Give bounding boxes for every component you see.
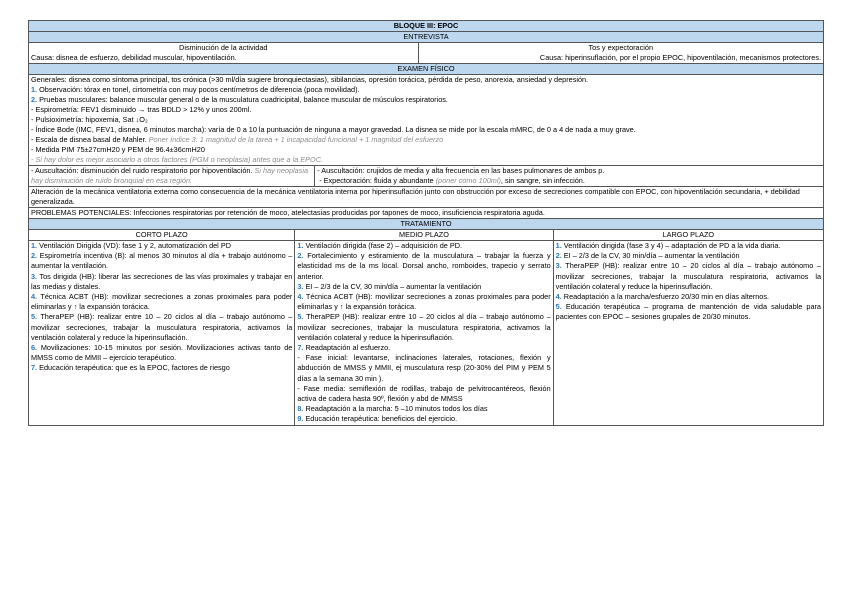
examen-gray-note: - Si hay dolor es mejor asociarlo a otros factores (PGM o neoplasia) antes que a la EPOC. [31,155,324,164]
medio-item [297,282,550,292]
item-text: Ventilación dirigida (fase 2) – adquisición de PD. [305,241,463,250]
item-number: 3. [297,281,304,291]
item-number: 5. [297,312,304,322]
examen-line: - Medida PIM 75±27cmH20 y PEM de 96.4±36cmH20 [31,145,205,154]
examen-generales: Generales: disnea como síntoma principal, tos crónica (>30 ml/día sugiere bronquiectasias), sibilancias, opresión torácica, pérdida de peso, anorexia, ansiedad y depresión. [31,75,589,84]
item-text: Movilizaciones: 10-15 minutos por sesión. Movilizaciones activas tanto de MMSS como de MMII – ejercicio terapéutico. [31,343,293,363]
item-number: 2. [31,95,38,104]
ausc-right-line2 [317,176,821,186]
examen-item [31,95,821,105]
entrevista-left-title: Disminución de la actividad [179,43,268,52]
examen-line: - Índice Bode (IMC, FEV1, disnea, 6 minutos marcha): varía de 0 a 10 la puntuación de ninguna a mayor gravedad. La disnea se mide por la escala mMRC, de 0 a 4 de nada a muy grave. [31,125,636,134]
expectoracion-text: - Expectoración: fluida y abundante [319,176,436,185]
item-number: 8. [297,404,304,414]
ausc-left-note: Si hay neoplasia hay disminución de ruido bronquial en esa región. [31,166,309,185]
block-title: BLOQUE III: EPOC [29,21,824,32]
item-text: Educación terapéutica: que es la EPOC, factores de riesgo [39,363,230,373]
item-text: Fortalecimiento y estiramiento de la musculatura – trabajar la fuerza y elasticidad ms de la ms local. Dorsal ancho, romboides, trapecio y serrato anterior. [297,251,551,281]
alteracion-cell: Alteración de la mecánica ventilatoria externa como consecuencia de la mecánica ventilatoria interna por hiperinsuflación junto con obstrucción por exceso de secreciones compatible con EPOC, con hipoventilación secundaria, + debilidad generalizada. [29,187,824,208]
medio-item [297,353,550,384]
item-number: 2. [31,251,38,261]
examen-body [29,75,824,166]
largo-item [556,261,821,292]
entrevista-left-text: Causa: disnea de esfuerzo, debilidad muscular, hipoventilación. [31,53,237,62]
auscultacion-left [29,166,315,187]
tratamiento-header: TRATAMIENTO [29,219,824,230]
medio-item [297,404,550,414]
item-number: 9. [297,414,304,424]
document-sheet [28,20,824,426]
ausc-right-line1: - Auscultación: crujidos de media y alta frecuencia en las bases pulmonares de ambos p. [317,166,605,175]
corto-item [31,292,292,312]
item-number: 3. [555,261,562,271]
medio-item [297,414,550,424]
item-number: 3. [31,271,38,281]
item-text: Readaptación a la marcha/esfuerzo 20/30 min en días alternos. [563,292,770,302]
item-text: Ventilación dirigida (fase 3 y 4) – adaptación de PD a la vida diaria. [563,241,781,250]
corto-item [31,343,292,363]
entrevista-header: ENTREVISTA [29,32,824,43]
item-number: 4. [31,292,38,302]
item-number: 7. [297,343,304,353]
examen-header: EXAMEN FÍSICO [29,64,824,75]
largo-item [556,251,821,261]
largo-item [556,292,821,302]
item-number: 5. [555,302,562,312]
medio-item [297,241,550,251]
medio-title: MEDIO PLAZO [295,230,553,241]
item-text: TheraPEP (HB): realizar entre 10 – 20 ciclos al día – trabajo autónomo – movilizar secreciones, trabajar la musculatura respiratoria, activamos la ventilación colateral y reduce la hiperinsuflación. [555,261,821,291]
entrevista-left-cell [29,43,419,64]
item-number: 7. [31,363,38,373]
expectoracion-end: , sin sangre, sin infección. [500,176,585,185]
item-number: 1. [31,85,38,94]
item-text: Tos dirigida (HB): liberar las secreciones de las vías proximales y trabajar en las medias y distales. [31,271,293,291]
item-number: 1. [31,241,38,250]
medio-item [297,251,550,282]
item-text: EI – 2/3 de la CV, 30 min/día – aumentar la ventilación [305,281,482,291]
corto-item [31,272,292,292]
examen-mahler [31,135,821,145]
problemas-cell: PROBLEMAS POTENCIALES: Infecciones respiratorias por retención de moco, atelectasias producidas por tapones de moco, insuficiencia respiratoria aguda. [29,208,824,219]
corto-item [31,251,292,271]
medio-item [297,292,550,312]
item-text: TheraPEP (HB): realizar entre 10 – 20 ciclos al día – trabajo autónomo – movilizar secreciones, trabajar la musculatura respiratoria, activamos la ventilación colateral y reduce la hiperinsuflación. [297,312,551,342]
item-number: 6. [31,343,38,353]
item-text: Ventilación Dirigida (VD): fase 1 y 2, automatización del PD [39,241,231,250]
item-text: Readaptación al esfuerzo. [305,343,391,353]
item-number: 2. [555,251,562,261]
mahler-text: - Escala de disnea basal de Mahler. [31,135,149,144]
item-text: - Fase inicial: levantarse, inclinaciones laterales, rotaciones, flexión y abducción de MMSS y MMII, ej musculatura resp (20-30% del PIM y PEM 5 días a la semana 30 min ). [297,353,551,383]
item-text: Técnica ACBT (HB): movilizar secreciones a zonas proximales para poder eliminarlas y ↑ la expansión torácica. [297,292,551,312]
entrevista-right-text: Causa: hiperinsuflación, por el propio EPOC, hipoventilación, mecanismos protectores. [539,53,821,62]
item-text: EI – 2/3 de la CV, 30 min/día – aumentar la ventilación [563,251,740,261]
examen-item [31,85,821,95]
item-text: Observación: tórax en tonel, cirtometría con muy pocos centímetros de diferencia (poca movilidad). [39,85,360,94]
ausc-left-text: - Auscultación: disminución del ruido respiratorio por hipoventilación. [31,166,255,175]
expectoracion-note: (poner como 100ml) [435,176,501,185]
item-number: 2. [297,251,304,261]
examen-line: - Pulsioximetría: hipoxemia, Sat ↓O₂ [31,115,148,124]
entrevista-right-title: Tos y expectoración [588,43,654,52]
mahler-note: Poner índice 3: 1 magnitud de la tarea + 1 incapacidad funcional + 1 magnitud del esfuerzo [148,135,444,144]
largo-list [553,241,823,426]
item-text: Educación terapéutica – programa de mantención de vida saludable para pacientes con EPOC – sesiones grupales de 20/30 minutos. [555,302,821,322]
entrevista-right-cell [418,43,823,64]
item-text: Readaptación a la marcha: 5 –10 minutos todos los días [305,404,488,414]
corto-item [31,363,292,373]
medio-item [297,343,550,353]
item-text: Educación terapéutica: beneficios del ejercicio. [305,414,458,424]
item-number: 4. [555,292,562,302]
item-text: Espirometría incentiva (B): al menos 30 minutos al día + trabajo autónomo – aumentar la ventilación. [31,251,293,271]
examen-line: - Espirometría: FEV1 disminuido → tras BDLD > 12% y unos 200ml. [31,105,252,114]
largo-item [556,241,821,251]
largo-item [556,302,821,322]
epoc-table [28,20,824,426]
medio-item [297,312,550,343]
item-text: Técnica ACBT (HB): movilizar secreciones a zonas proximales para poder eliminarlas y ↑ la expansión torácica. [31,292,293,312]
item-number: 5. [31,312,38,322]
item-number: 1. [297,241,304,250]
corto-item [31,241,292,251]
corto-item [31,312,292,343]
item-text: Pruebas musculares: balance muscular general o de la musculatura cuadricipital, balance muscular de músculos respiratorios. [39,95,448,104]
auscultacion-right [315,166,824,187]
medio-item [297,384,550,404]
item-text: TheraPEP (HB): realizar entre 10 – 20 ciclos al día – trabajo autónomo – movilizar secreciones, trabajar la musculatura respiratoria, activamos la ventilación colateral y reduce la hiperinsuflación. [31,312,293,342]
medio-list [295,241,553,426]
item-text: - Fase media: semiflexión de rodillas, trabajo de pelvitrocantéreos, flexión activa de cadera hasta 90º, flexión y abd de MMSS [297,383,551,404]
item-number: 4. [297,292,304,302]
corto-list [29,241,295,426]
item-number: 1. [555,241,562,250]
corto-title: CORTO PLAZO [29,230,295,241]
largo-title: LARGO PLAZO [553,230,823,241]
